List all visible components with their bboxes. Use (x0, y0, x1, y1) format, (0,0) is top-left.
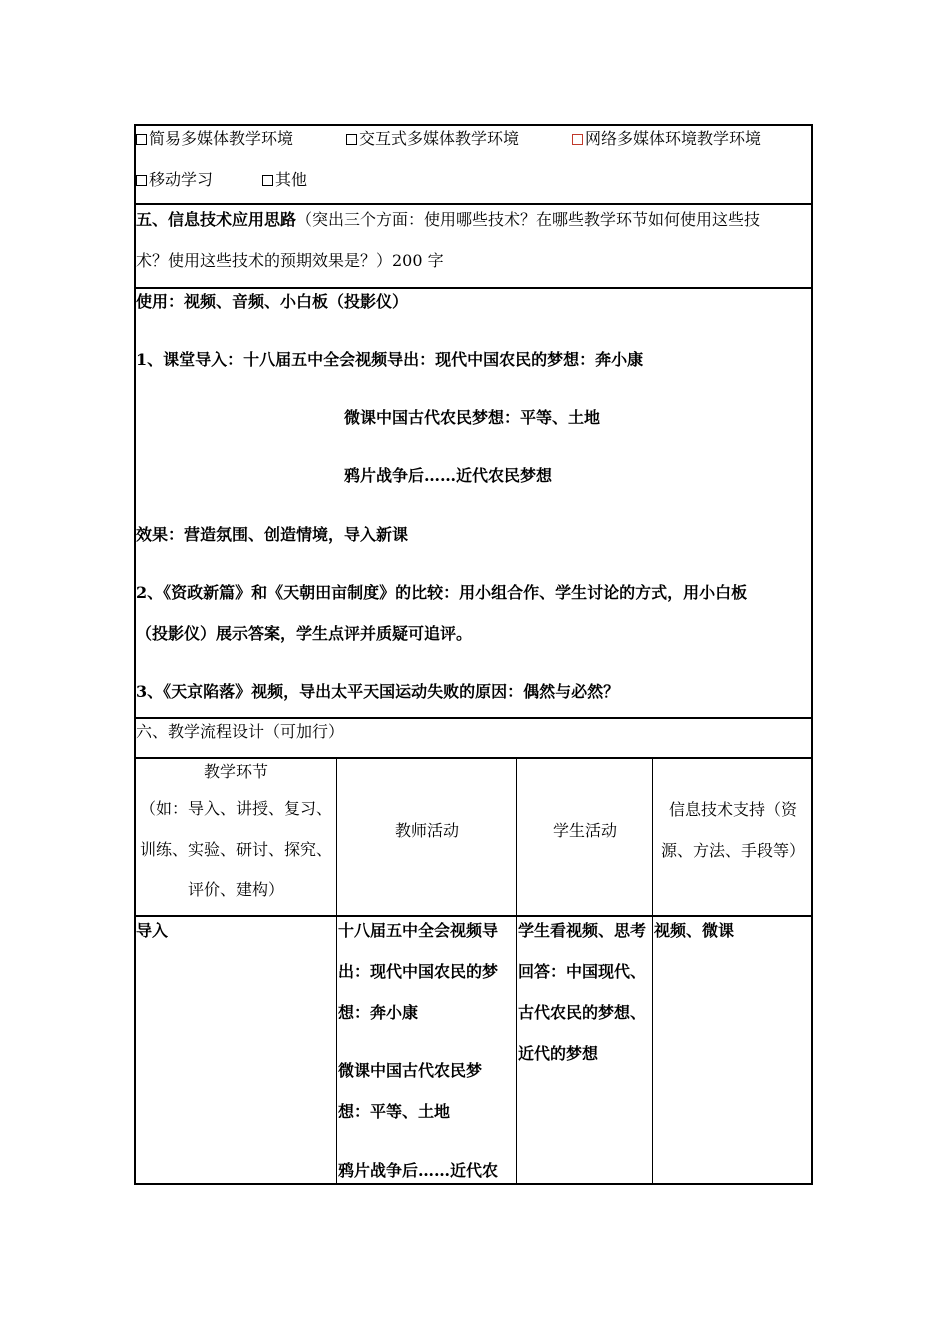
form-table-frame (134, 124, 813, 1185)
tech-support: 视频、微课 (654, 921, 735, 940)
row-stage: 导入 (136, 921, 169, 940)
env-option-mobile[interactable]: 移动学习 (136, 169, 213, 191)
item-1-sub-2: 鸦片战争后……近代农民梦想 (344, 466, 553, 485)
row-divider (134, 757, 813, 759)
section6-heading: 六、教学流程设计（可加行） (136, 722, 345, 741)
teacher-activity-line: 十八届五中全会视频导 (338, 921, 499, 940)
checkbox-icon (262, 175, 273, 186)
column-divider (516, 758, 517, 1184)
env-option-other[interactable]: 其他 (262, 169, 307, 191)
section5-heading-line (136, 209, 760, 231)
header-stage-line3: 训练、实验、研讨、探究、 (139, 840, 332, 859)
student-activity-line: 古代农民的梦想、 (518, 1003, 647, 1022)
header-student: 学生活动 (552, 821, 617, 840)
row-divider (134, 915, 813, 917)
student-activity-line: 回答：中国现代、 (518, 962, 647, 981)
row-divider (134, 203, 813, 205)
checkbox-icon (346, 134, 357, 145)
tech-used: 使用：视频、音频、小白板（投影仪） (136, 292, 409, 311)
teacher-activity-line: 想：平等、土地 (338, 1102, 451, 1121)
env-option-interactive[interactable]: 交互式多媒体教学环境 (346, 128, 519, 150)
header-stage-line4: 评价、建构） (187, 880, 284, 899)
checkbox-icon (136, 134, 147, 145)
section5-note: （突出三个方面：使用哪些技术？在哪些教学环节如何使用这些技 (296, 210, 761, 229)
teacher-activity-line: 想：奔小康 (338, 1003, 419, 1022)
section5-heading: 五、信息技术应用思路 (136, 210, 297, 229)
student-activity-line: 近代的梦想 (518, 1044, 599, 1063)
teacher-activity-line: 鸦片战争后……近代农 (338, 1161, 499, 1180)
checkbox-icon (572, 134, 583, 145)
checkbox-icon (136, 175, 147, 186)
header-stage-line2: （如：导入、讲授、复习、 (139, 799, 332, 818)
section5-note-cont: 术？使用这些技术的预期效果是？）200 字 (136, 251, 444, 270)
teacher-activity-line: 微课中国古代农民梦 (338, 1061, 483, 1080)
header-teacher: 教师活动 (394, 821, 459, 840)
column-divider (336, 758, 337, 1184)
teacher-activity-line: 出：现代中国农民的梦 (338, 962, 499, 981)
header-tech-line1: 信息技术支持（资 (668, 800, 797, 819)
header-tech-line2: 源、方法、手段等） (660, 841, 805, 860)
item-2-line-1: 2、《资政新篇》和《天朝田亩制度》的比较：用小组合作、学生讨论的方式，用小白板 (136, 583, 748, 602)
item-1: 1、课堂导入：十八届五中全会视频导出：现代中国农民的梦想：奔小康 (136, 350, 644, 369)
item-3: 3、《天京陷落》视频，导出太平天国运动失败的原因：偶然与必然？ (136, 682, 620, 701)
item-1-sub-1: 微课中国古代农民梦想：平等、土地 (344, 408, 601, 427)
env-option-network[interactable]: 网络多媒体环境教学环境 (572, 128, 761, 150)
column-divider (652, 758, 653, 1184)
header-stage-line1: 教学环节 (203, 762, 268, 781)
row-divider (134, 287, 813, 289)
student-activity-line: 学生看视频、思考 (518, 921, 647, 940)
effect-line: 效果：营造氛围、创造情境，导入新课 (136, 525, 409, 544)
item-2-line-2: （投影仪）展示答案，学生点评并质疑可追评。 (136, 624, 473, 643)
env-option-simple[interactable]: 简易多媒体教学环境 (136, 128, 293, 150)
row-divider (134, 717, 813, 719)
